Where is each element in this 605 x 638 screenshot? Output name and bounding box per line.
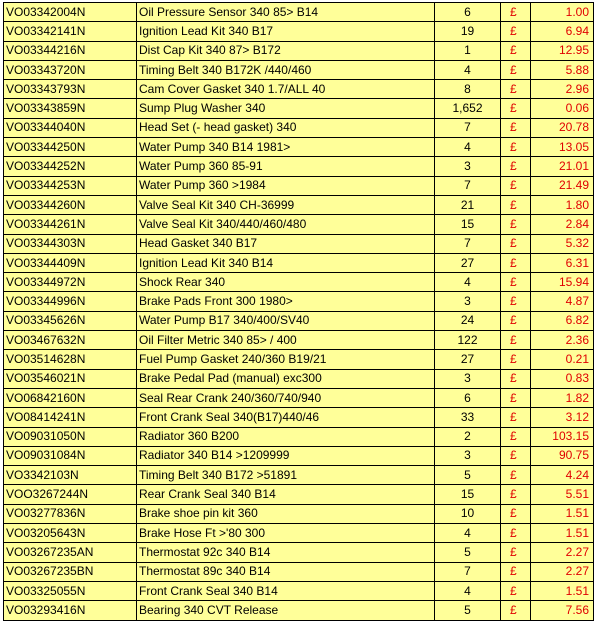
part-description-cell[interactable]: Head Gasket 340 B17 xyxy=(137,234,435,253)
part-description-cell[interactable]: Water Pump 360 85-91 xyxy=(137,157,435,176)
part-description-cell[interactable]: Timing Belt 340 B172K /440/460 xyxy=(137,60,435,79)
part-description-cell[interactable]: Brake Hose Ft >'80 300 xyxy=(137,524,435,543)
part-code-cell[interactable]: VO03344253N xyxy=(4,176,137,195)
price-cell[interactable]: 0.06 xyxy=(531,99,594,118)
part-code-cell[interactable]: VO03344261N xyxy=(4,215,137,234)
part-description-cell[interactable]: Brake Pads Front 300 1980> xyxy=(137,292,435,311)
part-code-cell[interactable]: VO03345626N xyxy=(4,311,137,330)
part-code-cell[interactable]: VO03325055N xyxy=(4,581,137,600)
table-row[interactable] xyxy=(4,311,594,330)
part-description-cell[interactable]: Thermostat 92c 340 B14 xyxy=(137,543,435,562)
currency-symbol-cell[interactable]: £ xyxy=(501,138,531,157)
table-row[interactable] xyxy=(4,80,594,99)
currency-symbol-cell[interactable]: £ xyxy=(501,176,531,195)
currency-symbol-cell[interactable]: £ xyxy=(501,388,531,407)
price-cell[interactable]: 103.15 xyxy=(531,427,594,446)
price-cell[interactable]: 12.95 xyxy=(531,41,594,60)
part-description-cell[interactable]: Oil Filter Metric 340 85> / 400 xyxy=(137,331,435,350)
currency-symbol-cell[interactable]: £ xyxy=(501,446,531,465)
currency-symbol-cell[interactable]: £ xyxy=(501,543,531,562)
price-cell[interactable]: 1.80 xyxy=(531,195,594,214)
currency-symbol-cell[interactable]: £ xyxy=(501,562,531,581)
part-description-cell[interactable]: Valve Seal Kit 340 CH-36999 xyxy=(137,195,435,214)
part-code-cell[interactable]: VO03267235AN xyxy=(4,543,137,562)
table-row[interactable] xyxy=(4,446,594,465)
price-cell[interactable]: 0.21 xyxy=(531,350,594,369)
table-row[interactable] xyxy=(4,388,594,407)
quantity-cell[interactable]: 4 xyxy=(435,60,501,79)
part-code-cell[interactable]: VO03467632N xyxy=(4,331,137,350)
table-row[interactable] xyxy=(4,485,594,504)
currency-symbol-cell[interactable]: £ xyxy=(501,195,531,214)
table-row[interactable] xyxy=(4,99,594,118)
price-cell[interactable]: 2.96 xyxy=(531,80,594,99)
part-description-cell[interactable]: Shock Rear 340 xyxy=(137,273,435,292)
part-code-cell[interactable]: VOO3267244N xyxy=(4,485,137,504)
currency-symbol-cell[interactable]: £ xyxy=(501,331,531,350)
currency-symbol-cell[interactable]: £ xyxy=(501,524,531,543)
price-cell[interactable]: 1.51 xyxy=(531,504,594,523)
table-row[interactable] xyxy=(4,562,594,581)
quantity-cell[interactable]: 7 xyxy=(435,562,501,581)
quantity-cell[interactable]: 7 xyxy=(435,118,501,137)
currency-symbol-cell[interactable]: £ xyxy=(501,504,531,523)
part-code-cell[interactable]: VO08414241N xyxy=(4,408,137,427)
quantity-cell[interactable]: 3 xyxy=(435,446,501,465)
part-code-cell[interactable]: VO03344040N xyxy=(4,118,137,137)
part-description-cell[interactable]: Thermostat 89c 340 B14 xyxy=(137,562,435,581)
quantity-cell[interactable]: 5 xyxy=(435,601,501,620)
part-code-cell[interactable]: VO03344303N xyxy=(4,234,137,253)
price-cell[interactable]: 5.51 xyxy=(531,485,594,504)
currency-symbol-cell[interactable]: £ xyxy=(501,408,531,427)
quantity-cell[interactable]: 15 xyxy=(435,215,501,234)
quantity-cell[interactable]: 2 xyxy=(435,427,501,446)
part-description-cell[interactable]: Radiator 340 B14 >1209999 xyxy=(137,446,435,465)
quantity-cell[interactable]: 4 xyxy=(435,581,501,600)
currency-symbol-cell[interactable]: £ xyxy=(501,427,531,446)
table-row[interactable] xyxy=(4,176,594,195)
quantity-cell[interactable]: 1,652 xyxy=(435,99,501,118)
table-row[interactable] xyxy=(4,22,594,41)
table-row[interactable] xyxy=(4,504,594,523)
table-row[interactable] xyxy=(4,253,594,272)
currency-symbol-cell[interactable]: £ xyxy=(501,485,531,504)
price-cell[interactable]: 4.24 xyxy=(531,466,594,485)
currency-symbol-cell[interactable]: £ xyxy=(501,369,531,388)
price-cell[interactable]: 2.27 xyxy=(531,543,594,562)
price-cell[interactable]: 2.36 xyxy=(531,331,594,350)
quantity-cell[interactable]: 122 xyxy=(435,331,501,350)
price-cell[interactable]: 2.27 xyxy=(531,562,594,581)
parts-price-table xyxy=(3,2,594,621)
quantity-cell[interactable]: 4 xyxy=(435,138,501,157)
quantity-cell[interactable]: 27 xyxy=(435,350,501,369)
part-description-cell[interactable]: Fuel Pump Gasket 240/360 B19/21 xyxy=(137,350,435,369)
part-description-cell[interactable]: Ignition Lead Kit 340 B14 xyxy=(137,253,435,272)
currency-symbol-cell[interactable]: £ xyxy=(501,234,531,253)
part-code-cell[interactable]: VO03267235BN xyxy=(4,562,137,581)
part-description-cell[interactable]: Seal Rear Crank 240/360/740/940 xyxy=(137,388,435,407)
part-code-cell[interactable]: VO3342103N xyxy=(4,466,137,485)
price-cell[interactable]: 20.78 xyxy=(531,118,594,137)
quantity-cell[interactable]: 21 xyxy=(435,195,501,214)
quantity-cell[interactable]: 6 xyxy=(435,388,501,407)
part-description-cell[interactable]: Brake shoe pin kit 360 xyxy=(137,504,435,523)
quantity-cell[interactable]: 3 xyxy=(435,369,501,388)
part-description-cell[interactable]: Front Crank Seal 340 B14 xyxy=(137,581,435,600)
price-cell[interactable]: 1.00 xyxy=(531,3,594,22)
part-code-cell[interactable]: VO03344996N xyxy=(4,292,137,311)
currency-symbol-cell[interactable]: £ xyxy=(501,350,531,369)
table-row[interactable] xyxy=(4,292,594,311)
currency-symbol-cell[interactable]: £ xyxy=(501,3,531,22)
table-row[interactable] xyxy=(4,41,594,60)
part-description-cell[interactable]: Rear Crank Seal 340 B14 xyxy=(137,485,435,504)
part-description-cell[interactable]: Head Set (- head gasket) 340 xyxy=(137,118,435,137)
quantity-cell[interactable]: 1 xyxy=(435,41,501,60)
table-row[interactable] xyxy=(4,581,594,600)
price-cell[interactable]: 0.83 xyxy=(531,369,594,388)
currency-symbol-cell[interactable]: £ xyxy=(501,581,531,600)
currency-symbol-cell[interactable]: £ xyxy=(501,80,531,99)
currency-symbol-cell[interactable]: £ xyxy=(501,292,531,311)
part-description-cell[interactable]: Brake Pedal Pad (manual) exc300 xyxy=(137,369,435,388)
table-row[interactable] xyxy=(4,331,594,350)
table-row[interactable] xyxy=(4,138,594,157)
part-description-cell[interactable]: Oil Pressure Sensor 340 85> B14 xyxy=(137,3,435,22)
part-description-cell[interactable]: Valve Seal Kit 340/440/460/480 xyxy=(137,215,435,234)
part-description-cell[interactable]: Front Crank Seal 340(B17)440/46 xyxy=(137,408,435,427)
part-description-cell[interactable]: Water Pump 360 >1984 xyxy=(137,176,435,195)
table-row[interactable] xyxy=(4,60,594,79)
quantity-cell[interactable]: 7 xyxy=(435,176,501,195)
table-row[interactable] xyxy=(4,524,594,543)
part-code-cell[interactable]: VO03546021N xyxy=(4,369,137,388)
price-cell[interactable]: 4.87 xyxy=(531,292,594,311)
parts-table-body xyxy=(4,3,594,621)
currency-symbol-cell[interactable]: £ xyxy=(501,601,531,620)
quantity-cell[interactable]: 3 xyxy=(435,292,501,311)
price-cell[interactable]: 1.82 xyxy=(531,388,594,407)
part-code-cell[interactable]: VO09031050N xyxy=(4,427,137,446)
part-code-cell[interactable]: VO03205643N xyxy=(4,524,137,543)
part-description-cell[interactable]: Radiator 360 B200 xyxy=(137,427,435,446)
table-row[interactable] xyxy=(4,369,594,388)
table-row[interactable] xyxy=(4,157,594,176)
price-cell[interactable]: 21.49 xyxy=(531,176,594,195)
quantity-cell[interactable]: 5 xyxy=(435,466,501,485)
price-cell[interactable]: 5.32 xyxy=(531,234,594,253)
price-cell[interactable]: 6.31 xyxy=(531,253,594,272)
price-cell[interactable]: 7.56 xyxy=(531,601,594,620)
price-cell[interactable]: 1.51 xyxy=(531,524,594,543)
part-code-cell[interactable]: VO03277836N xyxy=(4,504,137,523)
quantity-cell[interactable]: 4 xyxy=(435,524,501,543)
table-row[interactable] xyxy=(4,601,594,620)
price-cell[interactable]: 13.05 xyxy=(531,138,594,157)
currency-symbol-cell[interactable]: £ xyxy=(501,311,531,330)
currency-symbol-cell[interactable]: £ xyxy=(501,215,531,234)
quantity-cell[interactable]: 15 xyxy=(435,485,501,504)
table-row[interactable] xyxy=(4,466,594,485)
part-code-cell[interactable]: VO03342141N xyxy=(4,22,137,41)
part-code-cell[interactable]: VO03514628N xyxy=(4,350,137,369)
part-code-cell[interactable]: VO09031084N xyxy=(4,446,137,465)
quantity-cell[interactable]: 10 xyxy=(435,504,501,523)
quantity-cell[interactable]: 7 xyxy=(435,234,501,253)
part-code-cell[interactable]: VO03344250N xyxy=(4,138,137,157)
part-code-cell[interactable]: VO03343793N xyxy=(4,80,137,99)
part-code-cell[interactable]: VO03344972N xyxy=(4,273,137,292)
quantity-cell[interactable]: 5 xyxy=(435,543,501,562)
table-row[interactable] xyxy=(4,3,594,22)
currency-symbol-cell[interactable]: £ xyxy=(501,118,531,137)
part-code-cell[interactable]: VO06842160N xyxy=(4,388,137,407)
table-row[interactable] xyxy=(4,215,594,234)
currency-symbol-cell[interactable]: £ xyxy=(501,157,531,176)
part-description-cell[interactable]: Water Pump 340 B14 1981> xyxy=(137,138,435,157)
currency-symbol-cell[interactable]: £ xyxy=(501,466,531,485)
table-row[interactable] xyxy=(4,408,594,427)
quantity-cell[interactable]: 8 xyxy=(435,80,501,99)
part-code-cell[interactable]: VO03344216N xyxy=(4,41,137,60)
price-cell[interactable]: 6.82 xyxy=(531,311,594,330)
currency-symbol-cell[interactable]: £ xyxy=(501,99,531,118)
table-row[interactable] xyxy=(4,543,594,562)
table-row[interactable] xyxy=(4,118,594,137)
price-cell[interactable]: 21.01 xyxy=(531,157,594,176)
table-row[interactable] xyxy=(4,195,594,214)
currency-symbol-cell[interactable]: £ xyxy=(501,22,531,41)
part-description-cell[interactable]: Dist Cap Kit 340 87> B172 xyxy=(137,41,435,60)
part-description-cell[interactable]: Cam Cover Gasket 340 1.7/ALL 40 xyxy=(137,80,435,99)
part-code-cell[interactable]: VO03343720N xyxy=(4,60,137,79)
currency-symbol-cell[interactable]: £ xyxy=(501,60,531,79)
quantity-cell[interactable]: 19 xyxy=(435,22,501,41)
price-cell[interactable]: 15.94 xyxy=(531,273,594,292)
price-cell[interactable]: 6.94 xyxy=(531,22,594,41)
quantity-cell[interactable]: 4 xyxy=(435,273,501,292)
table-row[interactable] xyxy=(4,427,594,446)
price-cell[interactable]: 3.12 xyxy=(531,408,594,427)
part-description-cell[interactable]: Timing Belt 340 B172 >51891 xyxy=(137,466,435,485)
part-code-cell[interactable]: VO03344252N xyxy=(4,157,137,176)
price-cell[interactable]: 2.84 xyxy=(531,215,594,234)
part-description-cell[interactable]: Water Pump B17 340/400/SV40 xyxy=(137,311,435,330)
currency-symbol-cell[interactable]: £ xyxy=(501,41,531,60)
table-row[interactable] xyxy=(4,350,594,369)
part-code-cell[interactable]: VO03344260N xyxy=(4,195,137,214)
price-cell[interactable]: 90.75 xyxy=(531,446,594,465)
quantity-cell[interactable]: 24 xyxy=(435,311,501,330)
currency-symbol-cell[interactable]: £ xyxy=(501,273,531,292)
part-code-cell[interactable]: VO03344409N xyxy=(4,253,137,272)
table-row[interactable] xyxy=(4,273,594,292)
table-row[interactable] xyxy=(4,234,594,253)
quantity-cell[interactable]: 3 xyxy=(435,157,501,176)
price-cell[interactable]: 5.88 xyxy=(531,60,594,79)
part-description-cell[interactable]: Ignition Lead Kit 340 B17 xyxy=(137,22,435,41)
part-code-cell[interactable]: VO03342004N xyxy=(4,3,137,22)
part-description-cell[interactable]: Bearing 340 CVT Release xyxy=(137,601,435,620)
price-cell[interactable]: 1.51 xyxy=(531,581,594,600)
part-code-cell[interactable]: VO03343859N xyxy=(4,99,137,118)
quantity-cell[interactable]: 27 xyxy=(435,253,501,272)
quantity-cell[interactable]: 33 xyxy=(435,408,501,427)
part-description-cell[interactable]: Sump Plug Washer 340 xyxy=(137,99,435,118)
part-code-cell[interactable]: VO03293416N xyxy=(4,601,137,620)
quantity-cell[interactable]: 6 xyxy=(435,3,501,22)
currency-symbol-cell[interactable]: £ xyxy=(501,253,531,272)
